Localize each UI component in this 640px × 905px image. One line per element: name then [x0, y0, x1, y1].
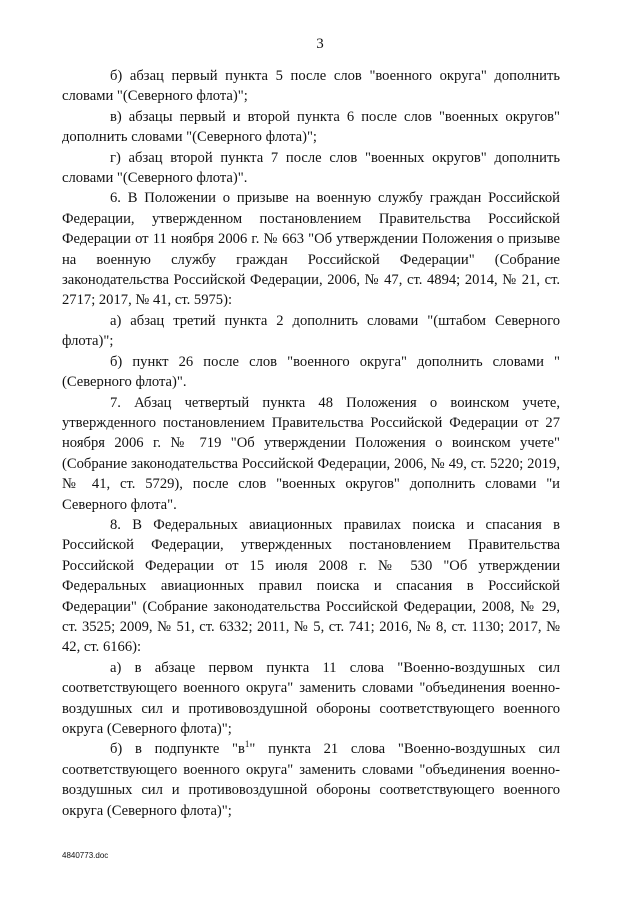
document-body	[62, 66, 560, 821]
paragraph-5g: г) абзац второй пункта 7 после слов "военных округов" дополнить словами "(Северного флота)".	[62, 149, 560, 187]
paragraph-7: 7. Абзац четвертый пункта 48 Положения о воинском учете, утвержденного постановлением Правительства Российской Федерации от 27 ноября 2006 г. № 719 "Об утверждении Положения о воинском учете" (Собрание законодательства Российской Федерации, 2006, № 49, ст. 5220; 2019, № 41, ст. 5729), после слов "военных округов" дополнить словами "и Северного флота".	[62, 394, 560, 513]
paragraph-8b	[62, 739, 560, 821]
page-number: 3	[316, 36, 324, 52]
paragraph-5b: б) абзац первый пункта 5 после слов "военного округа" дополнить словами "(Северного флота)";	[62, 68, 560, 105]
paragraph-6a: а) абзац третий пункта 2 дополнить словами "(штабом Северного флота)";	[62, 312, 560, 350]
paragraph-6: 6. В Положении о призыве на военную службу граждан Российской Федерации, утвержденном постановлением Правительства Российской Федерации от 11 ноября 2006 г. № 663 "Об утверждении Положения о призыве на военную службу граждан Российской Федерации" (Собрание законодательства Российской Федерации, 2006, № 47, ст. 4894; 2014, № 21, ст. 2717; 2017, № 41, ст. 5975):	[62, 190, 560, 309]
paragraph-8: 8. В Федеральных авиационных правилах поиска и спасания в Российской Федерации, утвержденных постановлением Правительства Российской Федерации от 15 июля 2008 г. № 530 "Об утверждении Федеральных авиационных правил поиска и спасания в Российской Федерации" (Собрание законодательства Российской Федерации, 2008, № 29, ст. 3525; 2009, № 51, ст. 6332; 2011, № 5, ст. 741; 2016, № 8, ст. 1130; 2017, № 42, ст. 6166):	[62, 516, 560, 656]
paragraph-8b-rest: " пункта 21 слова "Военно-воздушных сил соответствующего военного округа" заменить словами "объединения военно-воздушных сил и противовоздушной обороны соответствующего военного округа (Северного флота)";	[62, 741, 561, 819]
paragraph-8a: а) в абзаце первом пункта 11 слова "Военно-воздушных сил соответствующего военного округа" заменить словами "объединения военно-воздушных сил и противовоздушной обороны соответствующего военного округа (Северного флота)";	[62, 659, 560, 737]
paragraph-5v: в) абзацы первый и второй пункта 6 после слов "военных округов" дополнить словами "(Северного флота)";	[62, 108, 560, 146]
superscript-1: 1	[244, 739, 250, 750]
document-filename: 4840773.doc	[62, 851, 109, 860]
paragraph-8b-start: б) в подпункте "в	[110, 741, 245, 758]
paragraph-6b: б) пункт 26 после слов "военного округа" дополнить словами "(Северного флота)".	[62, 353, 560, 391]
